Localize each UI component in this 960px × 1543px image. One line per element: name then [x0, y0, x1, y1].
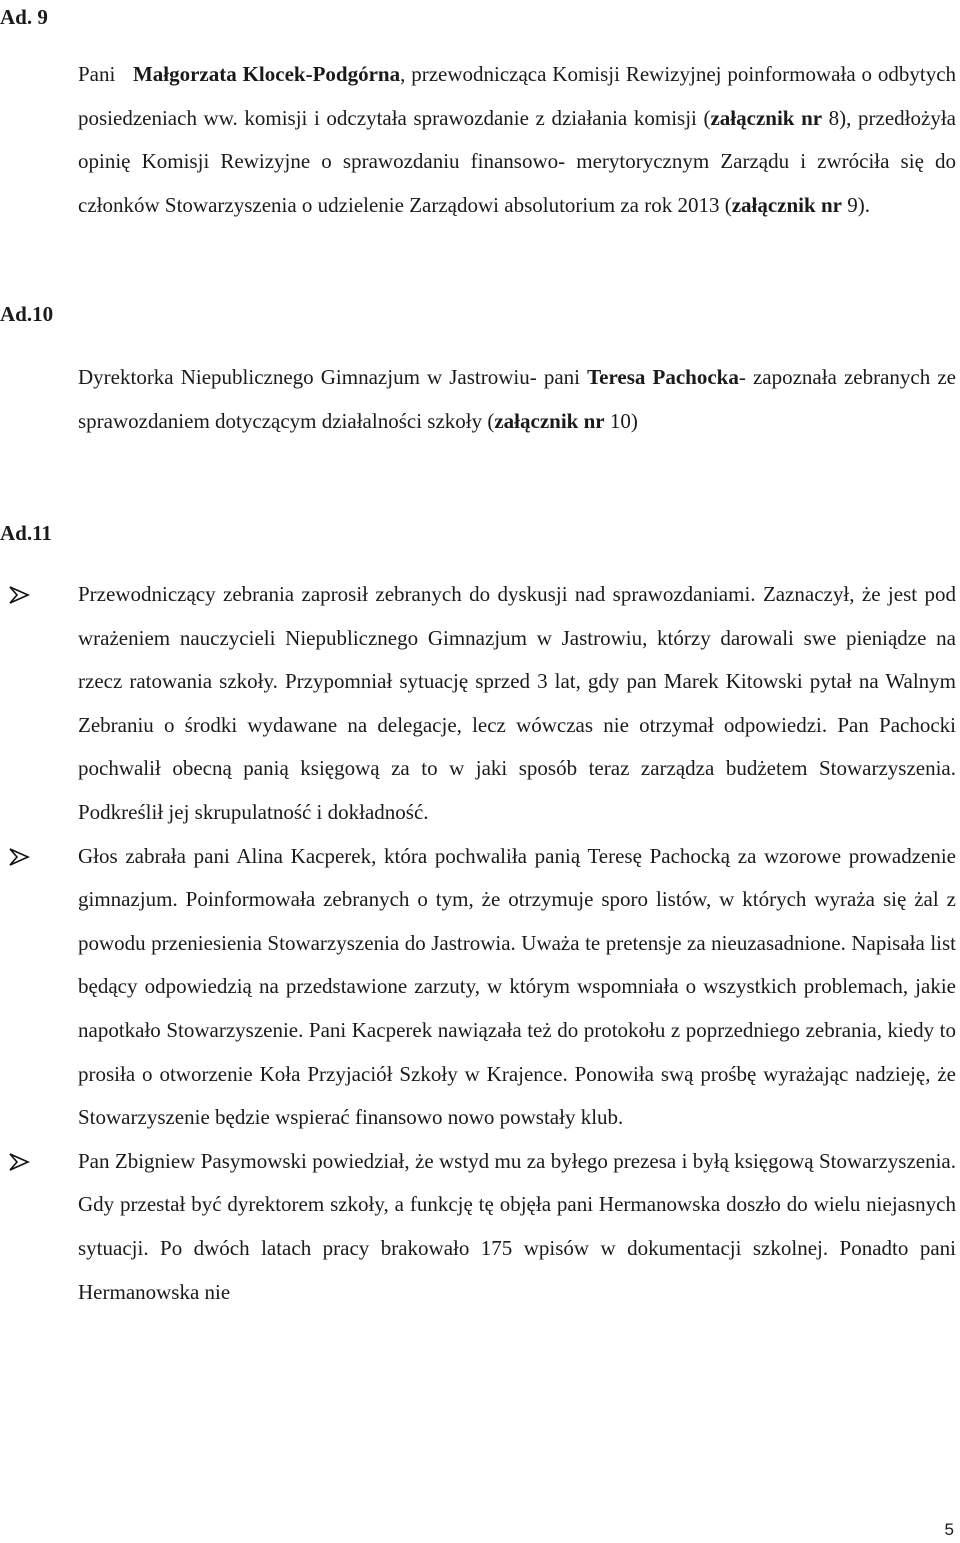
- list-item-text: Przewodniczący zebrania zaprosił zebranych do dyskusji nad sprawozdaniami. Zaznaczył, że jest pod wrażeniem nauczycieli Niepublicznego Gimnazjum w Jastrowiu, którzy darowali swe pieniądze na rzecz ratowania szkoły. Przypomniał sytuację sprzed 3 lat, gdy pan Marek Kitowski pytał na Walnym Zebraniu o środki wydawane na delegacje, lecz wówczas nie otrzymał odpowiedzi. Pan Pachocki pochwalił obecną panią księgową za to w jaki sposób teraz zarządza budżetem Stowarzyszenia. Podkreślił jej skrupulatność i dokładność.: [78, 582, 956, 824]
- paragraph-ad10: [78, 356, 956, 443]
- ad10-attachment-label: załącznik nr: [494, 408, 605, 433]
- paragraph-ad9: [78, 53, 956, 227]
- section-heading-ad10: Ad.10: [0, 302, 54, 326]
- ad9-attachment-label-1: załącznik nr: [710, 105, 823, 130]
- ad9-text-1: Pani: [78, 62, 116, 86]
- ad10-text-1: Dyrektorka Niepublicznego Gimnazjum w Jastrowiu- pani: [78, 365, 588, 389]
- ad10-person-name: Teresa Pachocka: [587, 365, 739, 389]
- arrow-bullet-icon: [8, 1152, 30, 1172]
- page-number: 5: [944, 1520, 954, 1539]
- ad9-text-3: 8), przedłożyła opinię Komisji Rewizyjne o sprawozdaniu finansowo- merytorycznym Zarządu i zwróciła się do członków Stowarzyszenia o udzielenie Zarządowi absolutorium za rok 2013 (: [78, 105, 956, 217]
- list-item-text: Głos zabrała pani Alina Kacperek, która pochwaliła panią Teresę Pachocką za wzorowe prowadzenie gimnazjum. Poinformowała zebranych o tym, że otrzymuje sporo listów, w których wyraża się żal z powodu przeniesienia Stowarzyszenia do Jastrowia. Uważa te pretensje za nieuzasadnione. Napisała list będący odpowiedzią na przedstawione zarzuty, w którym wspomniała o wszystkich problemach, jakie napotkało Stowarzyszenie. Pani Kacperek nawiązała też do protokołu z poprzedniego zebrania, kiedy to prosiła o otworzenie Koła Przyjaciół Szkoły w Krajence. Ponowiła swą prośbę wyrażając nadzieję, że Stowarzyszenie będzie wspierać finansowo nowo powstały klub.: [78, 843, 956, 1130]
- arrow-bullet-icon: [8, 847, 30, 867]
- list-item: [0, 1140, 956, 1314]
- list-item: [0, 573, 956, 835]
- ad10-text-3: 10): [604, 408, 638, 433]
- list-item: [0, 835, 956, 1140]
- list-item-text: Pan Zbigniew Pasymowski powiedział, że wstyd mu za byłego prezesa i byłą księgową Stowarzyszenia. Gdy przestał być dyrektorem szkoły, a funkcję tę objęła pani Hermanowska doszło do wielu niejasnych sytuacji. Po dwóch latach pracy brakowało 175 wpisów w dokumentacji szkolnej. Ponadto pani Hermanowska nie: [78, 1148, 956, 1304]
- ad9-person-name: Małgorzata Klocek-Podgórna: [132, 62, 401, 86]
- ad10-text-2: - zapoznała zebranych ze sprawozdaniem dotyczącym działalności szkoły (: [78, 365, 956, 433]
- ad9-text-2: , przewodnicząca Komisji Rewizyjnej poinformowała o odbytych posiedzeniach ww. komisji i odczytała sprawozdanie z działania komisji (: [78, 62, 957, 130]
- section-heading-ad9: Ad. 9: [0, 5, 48, 29]
- arrow-bullet-icon: [8, 585, 30, 605]
- section-heading-ad11: Ad.11: [0, 521, 52, 545]
- ad9-attachment-label-2: załącznik nr: [731, 192, 842, 217]
- ad9-text-4: 9).: [841, 192, 870, 217]
- ad11-bullet-list: [0, 573, 956, 1314]
